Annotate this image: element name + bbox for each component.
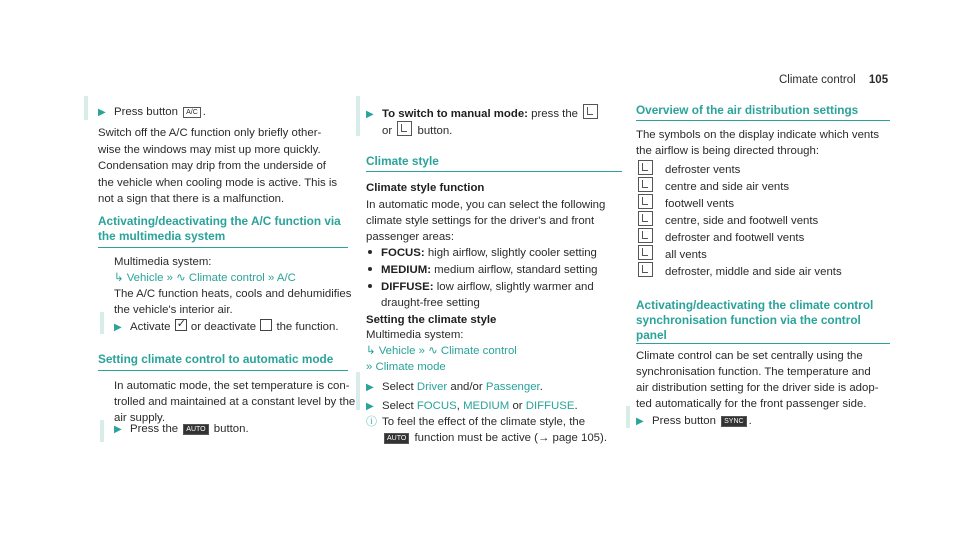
step-arrow-icon: ▶ xyxy=(366,382,374,393)
page-number: 105 xyxy=(868,74,889,86)
step-bar xyxy=(356,372,360,410)
subheading-setting-climate-style: Setting the climate style xyxy=(366,314,497,326)
running-header xyxy=(779,72,888,88)
chevron-icon: » xyxy=(366,361,376,373)
vent-row: footwell vents xyxy=(636,194,734,212)
note: ⓘ To feel the effect of the climate style, the xyxy=(366,416,586,428)
heading-rule xyxy=(636,120,890,121)
step-activate: ▶ Activate ✓ or deactivate the function. xyxy=(114,319,339,336)
step-select-zone: ▶ Select Driver and/or Passenger. xyxy=(366,379,543,396)
all-vents-icon xyxy=(638,245,653,260)
checked-box-icon xyxy=(175,319,187,331)
ac-description: The A/C function heats, cools and dehumidifies the vehicle's interior air. xyxy=(114,288,352,316)
heading-climate-style: Climate style xyxy=(366,154,439,168)
step-manual-mode: ▶ To switch to manual mode: press the xyxy=(366,104,600,123)
step-arrow-icon: ▶ xyxy=(366,401,374,412)
step-bar xyxy=(356,96,360,136)
step-press-sync: ▶ Press button SYNC . xyxy=(636,413,752,430)
automatic-paragraph: In automatic mode, the set temperature is con- trolled and maintained at a constant level by the air supply. xyxy=(114,380,356,424)
nav-path: ↳ Vehicle » ∿ Climate control xyxy=(366,345,517,357)
vent-row: defroster vents xyxy=(636,160,740,178)
sync-paragraph: Climate control can be set centrally using the synchronisation function. The temperature and air distribution setting for the driver side is adop- ted automatically for the front passenger side. xyxy=(636,350,879,410)
heading-rule xyxy=(98,370,348,371)
step-manual-mode-cont: or button. xyxy=(382,121,452,139)
step-arrow-icon: ▶ xyxy=(114,424,122,435)
info-icon: ⓘ xyxy=(366,416,377,428)
defroster-middle-side-vents-icon xyxy=(638,262,653,277)
step-bar xyxy=(100,312,104,334)
defroster-vents-icon xyxy=(638,160,653,175)
step-arrow-icon: ▶ xyxy=(114,322,122,333)
footwell-vents-icon xyxy=(638,194,653,209)
nav-arrow-icon: ↳ xyxy=(114,272,124,284)
subheading-climate-style-function: Climate style function xyxy=(366,182,485,194)
heading-rule xyxy=(636,343,890,344)
centre-side-vents-icon xyxy=(638,177,653,192)
step-select-style: ▶ Select FOCUS, MEDIUM or DIFFUSE. xyxy=(366,398,578,415)
warning-paragraph: Switch off the A/C function only briefly other- wise the windows may mist up more quickly. Condensation may drip from the underside of the vehicle when cooling mode is active. This is not a sign that there is a malfunction. xyxy=(98,127,338,205)
step-bar xyxy=(100,420,104,442)
chevron-icon: » xyxy=(418,345,429,357)
step-bar xyxy=(84,96,88,120)
vent-row: centre and side air vents xyxy=(636,177,789,195)
heading-rule xyxy=(98,247,348,248)
heading-automatic-mode: Setting climate control to automatic mode xyxy=(98,352,334,366)
list-item: FOCUS: high airflow, slightly cooler setting xyxy=(368,245,597,261)
multimedia-label: Multimedia system: xyxy=(114,256,212,268)
climate-style-paragraph: In automatic mode, you can select the following climate style settings for the driver's and front passenger areas: xyxy=(366,199,606,243)
step-arrow-icon: ▶ xyxy=(366,109,374,120)
ac-button-icon: A/C xyxy=(183,107,201,118)
vent-row: centre, side and footwell vents xyxy=(636,211,818,229)
climate-icon: ∿ xyxy=(428,345,438,357)
sync-button-icon: SYNC xyxy=(721,416,746,427)
step-press-auto: ▶ Press the AUTO button. xyxy=(114,421,249,438)
air-distribution-icon xyxy=(397,121,412,136)
chevron-icon: » xyxy=(267,272,277,284)
note-cont: AUTO function must be active (→ page 105). xyxy=(382,430,607,446)
step-arrow-icon: ▶ xyxy=(636,416,644,427)
heading-sync-function: Activating/deactivating the climate control synchronisation function via the control panel xyxy=(636,298,874,342)
multimedia-label: Multimedia system: xyxy=(366,329,464,341)
vent-row: defroster, middle and side air vents xyxy=(636,262,842,280)
heading-rule xyxy=(366,171,622,172)
chevron-icon: » xyxy=(166,272,177,284)
defroster-footwell-vents-icon xyxy=(638,228,653,243)
step-bar xyxy=(626,406,630,428)
air-distribution-intro: The symbols on the display indicate which vents the airflow is being directed through: xyxy=(636,129,880,157)
nav-path-cont: » Climate mode xyxy=(366,361,446,373)
auto-button-icon: AUTO xyxy=(384,433,409,444)
section-title: Climate control xyxy=(779,74,856,86)
auto-button-icon: AUTO xyxy=(183,424,208,435)
nav-path: ↳ Vehicle » ∿ Climate control » A/C xyxy=(114,272,296,284)
unchecked-box-icon xyxy=(260,319,272,331)
step-arrow-icon: ▶ xyxy=(98,107,106,118)
list-item: DIFFUSE: low airflow, slightly warmer and xyxy=(368,279,594,295)
vent-row: defroster and footwell vents xyxy=(636,228,804,246)
vent-row: all vents xyxy=(636,245,707,263)
list-item: MEDIUM: medium airflow, standard setting xyxy=(368,262,598,278)
list-item-continuation: draught-free setting xyxy=(381,297,480,309)
climate-icon: ∿ xyxy=(176,272,186,284)
nav-arrow-icon: ↳ xyxy=(366,345,376,357)
heading-air-distribution: Overview of the air distribution settings xyxy=(636,103,859,117)
centre-side-footwell-vents-icon xyxy=(638,211,653,226)
step-press-ac: ▶ Press button A/C . xyxy=(98,104,206,121)
fan-manual-icon xyxy=(583,104,598,119)
heading-ac-multimedia: Activating/deactivating the A/C function via the multimedia system xyxy=(98,214,341,243)
